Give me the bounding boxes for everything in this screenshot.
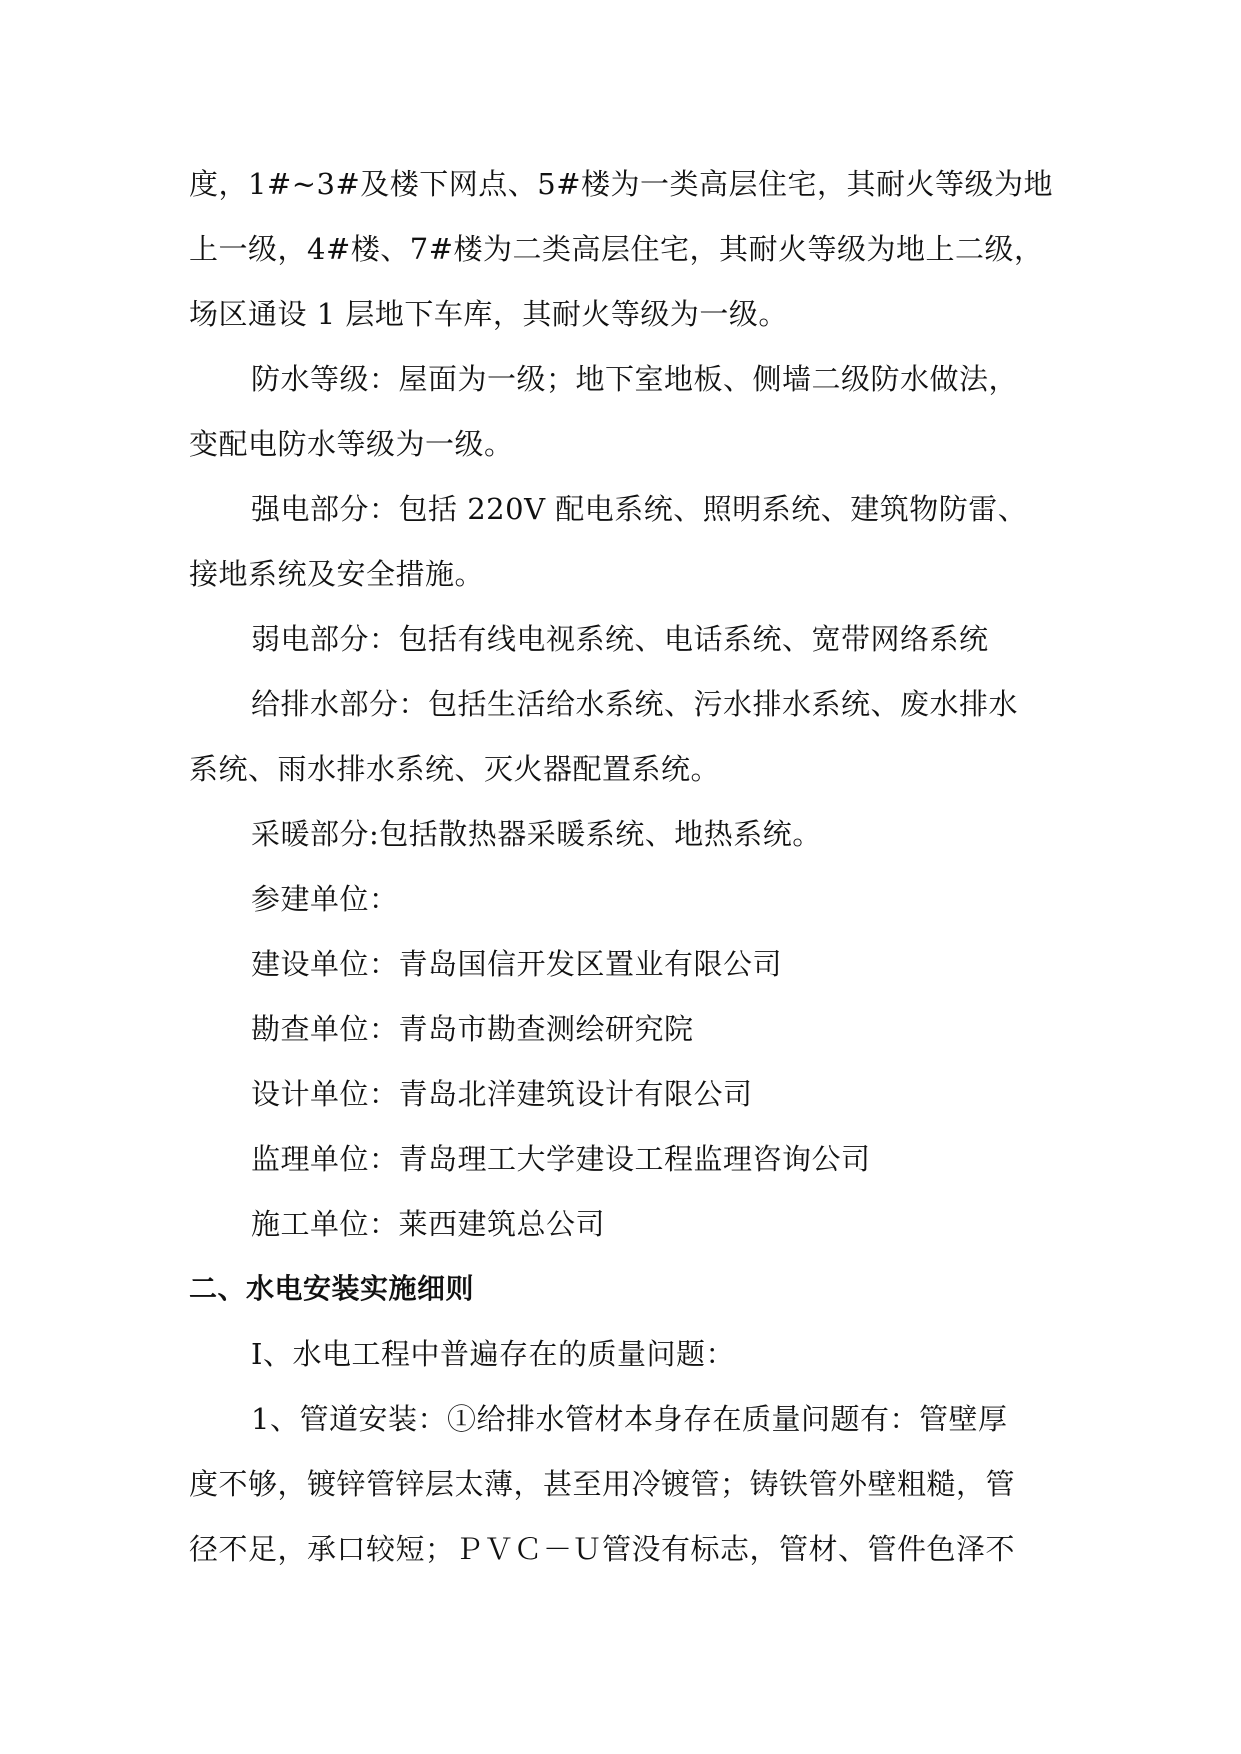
body-text-line: 变配电防水等级为一级。 — [189, 427, 514, 461]
paragraph-weak-electric: 弱电部分：包括有线电视系统、电话系统、宽带网络系统 — [251, 622, 989, 656]
body-text-line: 径不足，承口较短；ＰＶＣ－Ｕ管没有标志，管材、管件色泽不 — [189, 1532, 1016, 1566]
body-text-line: 度，1#~3#及楼下网点、5#楼为一类高层住宅，其耐火等级为地 — [189, 167, 1054, 201]
body-text-line: 度不够，镀锌管锌层太薄，甚至用冷镀管；铸铁管外壁粗糙，管 — [189, 1467, 1016, 1501]
participating-units-label: 参建单位： — [251, 882, 399, 916]
body-text-line: 场区通设 1 层地下车库，其耐火等级为一级。 — [189, 297, 788, 331]
paragraph-pipe-installation: 1、管道安装：①给排水管材本身存在质量问题有：管壁厚 — [251, 1402, 1008, 1436]
body-text-line: 上一级，4#楼、7#楼为二类高层住宅，其耐火等级为地上二级， — [189, 232, 1044, 266]
paragraph-strong-electric: 强电部分：包括 220V 配电系统、照明系统、建筑物防雷、 — [251, 492, 1028, 526]
survey-unit: 勘查单位：青岛市勘查测绘研究院 — [251, 1012, 694, 1046]
design-unit: 设计单位：青岛北洋建筑设计有限公司 — [251, 1077, 753, 1111]
paragraph-heating: 采暖部分:包括散热器采暖系统、地热系统。 — [251, 817, 822, 851]
subsection-heading: I、水电工程中普遍存在的质量问题： — [251, 1337, 735, 1371]
section-heading: 二、水电安装实施细则 — [189, 1272, 475, 1305]
supervision-unit: 监理单位：青岛理工大学建设工程监理咨询公司 — [251, 1142, 871, 1176]
body-text-line: 接地系统及安全措施。 — [189, 557, 485, 591]
construction-unit: 建设单位：青岛国信开发区置业有限公司 — [251, 947, 783, 981]
paragraph-waterproof-grade: 防水等级：屋面为一级；地下室地板、侧墙二级防水做法， — [251, 362, 1019, 396]
body-text-line: 系统、雨水排水系统、灭火器配置系统。 — [189, 752, 721, 786]
paragraph-water-supply: 给排水部分：包括生活给水系统、污水排水系统、废水排水 — [251, 687, 1019, 721]
contractor-unit: 施工单位：莱西建筑总公司 — [251, 1207, 606, 1241]
